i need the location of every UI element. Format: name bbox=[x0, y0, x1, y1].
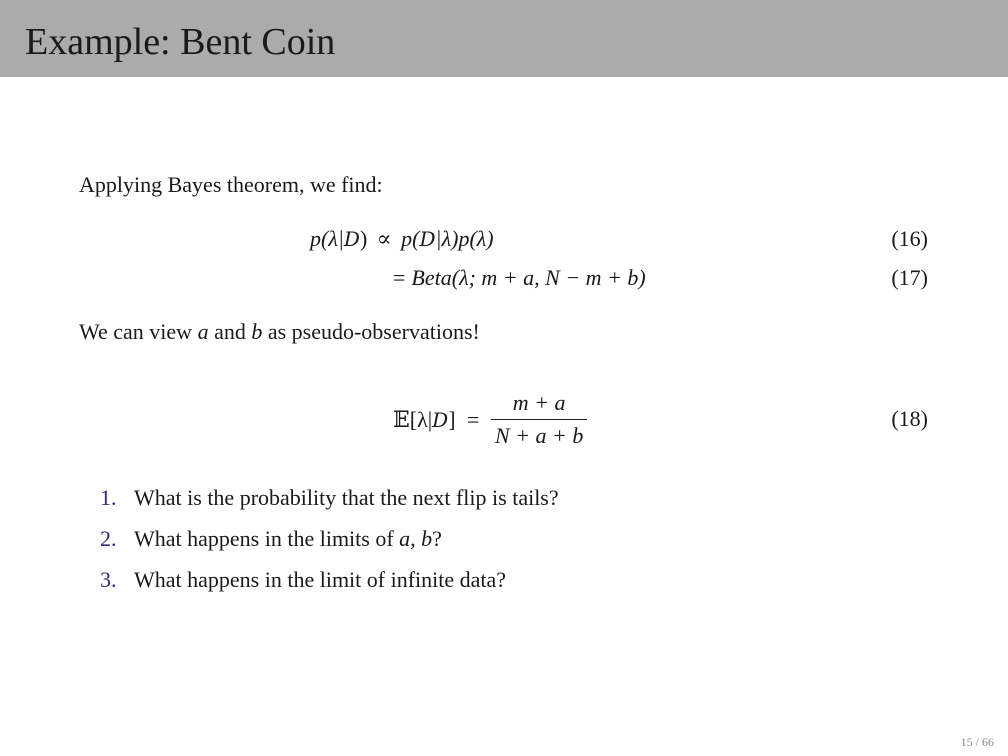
eq17-relation: = bbox=[393, 265, 406, 290]
equation-17-number: (17) bbox=[891, 265, 928, 290]
question-text-1: What is the probability that the next flip is tails? bbox=[134, 485, 559, 510]
intro-text: Applying Bayes theorem, we find: bbox=[79, 172, 383, 197]
eq17-function: Beta bbox=[411, 265, 452, 290]
question-number-1: 1. bbox=[100, 485, 117, 510]
eq18-numerator: m + a bbox=[491, 390, 587, 420]
question-text-3: What happens in the limit of infinite data? bbox=[134, 567, 507, 592]
pseudo-b: b bbox=[251, 319, 263, 344]
question-text-2: What happens in the limits of bbox=[134, 526, 400, 551]
slide-header bbox=[0, 0, 1008, 77]
pseudo-prefix: We can view bbox=[79, 319, 198, 344]
pseudo-suffix: as pseudo-observations! bbox=[262, 319, 480, 344]
equation-17 bbox=[393, 264, 646, 292]
pseudo-observations-text bbox=[79, 318, 480, 346]
eq18-denominator: N + a + b bbox=[494, 423, 584, 448]
eq16-lhs-close: ) bbox=[359, 226, 368, 251]
equation-16 bbox=[310, 225, 494, 253]
question-item-2 bbox=[100, 525, 442, 553]
eq16-relation: ∝ bbox=[376, 226, 392, 251]
eq16-rhs-a: p( bbox=[401, 226, 420, 251]
equation-18-number: (18) bbox=[891, 406, 928, 431]
eq16-lhs-cal: D bbox=[343, 227, 360, 251]
pseudo-a: a bbox=[197, 319, 209, 344]
eq18-relation: = bbox=[467, 406, 480, 432]
question-item-1 bbox=[100, 484, 559, 512]
eq18-lhs-a: 𝔼[λ| bbox=[393, 406, 433, 432]
pseudo-mid: and bbox=[208, 319, 252, 344]
eq18-fraction bbox=[491, 390, 587, 449]
equation-18 bbox=[393, 390, 587, 449]
question-math-2: a, b bbox=[399, 526, 433, 551]
question-tail-2: ? bbox=[432, 526, 442, 551]
slide-title: Example: Bent Coin bbox=[25, 21, 336, 63]
eq17-args: (λ; m + a, N − m + b) bbox=[451, 265, 646, 290]
eq18-lhs-b: ] bbox=[448, 406, 456, 432]
page-number: 15 / 66 bbox=[960, 735, 994, 749]
question-item-3 bbox=[100, 566, 506, 594]
question-number-3: 3. bbox=[100, 567, 117, 592]
question-number-2: 2. bbox=[100, 526, 117, 551]
eq16-rhs-cal: D bbox=[419, 227, 436, 251]
eq18-lhs-cal: D bbox=[432, 407, 449, 432]
equation-16-number: (16) bbox=[891, 226, 928, 251]
eq16-lhs: p(λ| bbox=[310, 226, 344, 251]
eq16-rhs-b: |λ)p(λ) bbox=[435, 226, 494, 251]
